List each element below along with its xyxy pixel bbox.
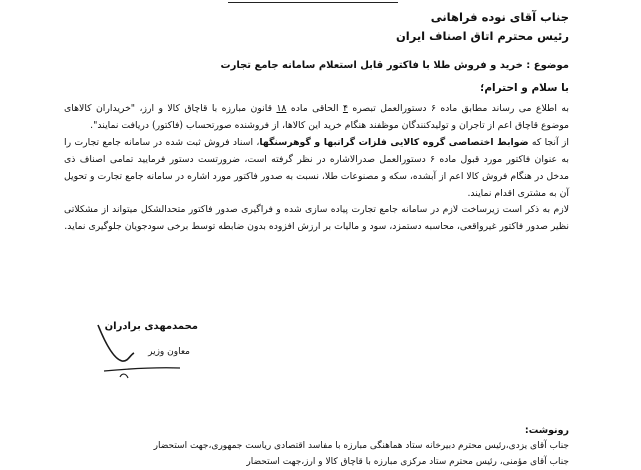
para1-text-b: الحاقی ماده (286, 103, 343, 114)
copies-heading: رونوشت: (524, 425, 569, 436)
addressee-title: رئیس محترم اتاق اصناف ایران (395, 29, 569, 43)
paragraph-2 (64, 135, 569, 203)
para2-text-a: از آنجا که (528, 136, 569, 148)
top-rule (228, 2, 398, 3)
para1-number-b: ۱۸ (276, 103, 287, 114)
signatory-title: معاون وزیر (148, 347, 190, 357)
copy-recipient: جناب آقای یزدی،رئیس محترم دبیرخانه ستاد هماهنگی مبارزه با مفاسد اقتصادی ریاست جمهوری،جهت استحضار (153, 441, 569, 451)
para1-text-c: قانون مبارزه با قاچاق کالا و ارز، "خریداران کالاهای موضوع قاچاق اعم از تاجران و تولیدکنندگان موظفند هنگام خرید این کالاها، از فروشنده صورتحساب (فاکتور) دریافت نمایند". (64, 103, 569, 131)
para1-number-a: ۴ (342, 103, 348, 114)
para2-text-b: ، اسناد فروش ثبت شده در سامانه جامع تجارت را به عنوان فاکتور مورد قبول ماده ۶ دستورالعمل صدرالاشاره در نظر گرفته است، ضرورتست دستور فرمایید تمامی اصناف ذی مدخل در هنگام فروش کالا اعم از آبشده، سکه و مصنوعات طلا، نسبت به صدور فاکتور مورد اشاره در سامانه جامع تجارت و تحویل آن به مشتری اقدام نمایند. (64, 136, 569, 199)
copies-list (64, 438, 569, 470)
addressee-block (396, 8, 569, 46)
para2-bold-text: ضوابط اختصاصی گروه کالایی فلزات گرانبها و گوهرسنگها (259, 136, 529, 148)
paragraph-3: لازم به ذکر است زیرساخت لازم در سامانه جامع تجارت پیاده سازی شده و فراگیری صدور فاکتور متحدالشکل میتواند از مشکلاتی نظیر صدور فاکتور غیرواقعی، محاسبه دستمزد، سود و مالیات بر ارزش افزوده بدون ضابطه توسط برخی سودجویان جلوگیری نماید. (64, 204, 569, 233)
greeting: با سلام و احترام؛ (480, 82, 569, 94)
letter-body (64, 101, 569, 236)
copy-recipient: جناب آقای مؤمنی، رئیس محترم ستاد مرکزی مبارزه با قاچاق کالا و ارز،جهت استحضار (246, 457, 569, 467)
signature-block (92, 315, 232, 390)
para1-text-a: به اطلاع می رساند مطابق ماده ۶ دستورالعمل تبصره (347, 103, 569, 114)
addressee-name: جناب آقای نوده فراهانی (430, 10, 569, 24)
subject-line: موضوع : خرید و فروش طلا با فاکتور قابل استعلام سامانه جامع تجارت (220, 60, 569, 71)
signatory-name: محمدمهدی برادران (104, 321, 198, 332)
paragraph-1 (64, 101, 569, 135)
